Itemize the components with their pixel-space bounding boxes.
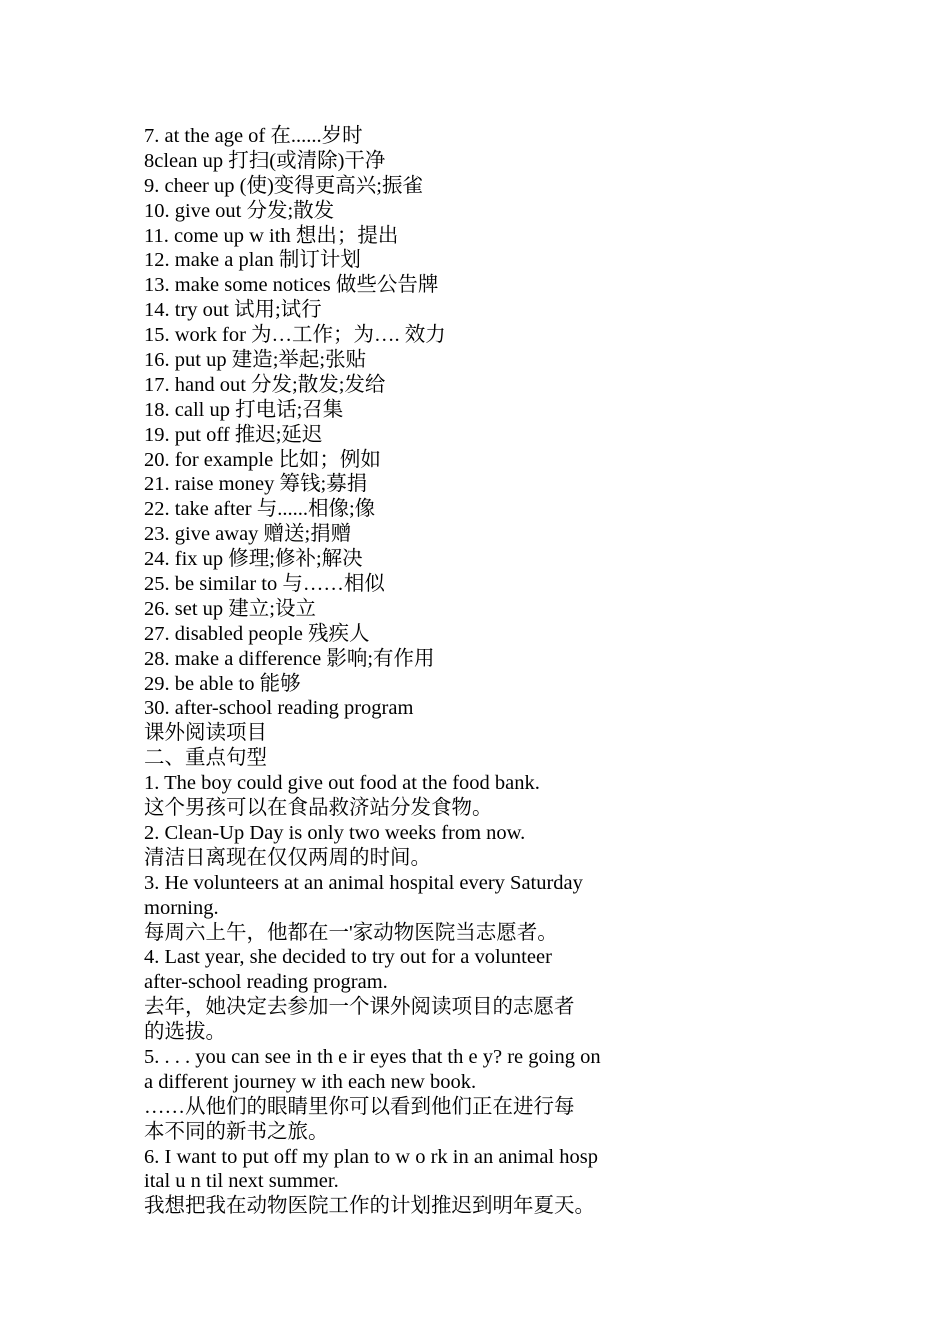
sentence-line: 2. Clean-Up Day is only two weeks from now. <box>144 821 526 844</box>
phrase-item: 23. give away 赠送;捐赠 <box>144 523 352 546</box>
phrase-item: 16. put up 建造;举起;张贴 <box>144 349 367 372</box>
phrase-item: 27. disabled people 残疾人 <box>144 622 370 645</box>
sentence-line: ital u n til next summer. <box>144 1170 339 1193</box>
phrase-item: 9. cheer up (使)变得更高兴;振雀 <box>144 174 423 197</box>
phrase-item: 12. make a plan 制订计划 <box>144 249 361 272</box>
phrase-list <box>144 124 664 746</box>
sentence-line: 的选拔。 <box>144 1021 226 1044</box>
sentence-line: 5. . . . you can see in th e ir eyes that th e y? re going on <box>144 1045 601 1068</box>
sentence-line: 本不同的新书之旅。 <box>144 1120 329 1143</box>
phrase-item: 15. work for 为…工作；为…. 效力 <box>144 324 446 347</box>
sentence-line: after-school reading program. <box>144 971 388 994</box>
phrase-item: 20. for example 比如；例如 <box>144 448 381 471</box>
phrase-item: 30. after-school reading program <box>144 697 414 720</box>
phrase-item: 13. make some notices 做些公告牌 <box>144 274 439 297</box>
phrase-item: 课外阅读项目 <box>144 722 267 745</box>
phrase-item: 25. be similar to 与……相似 <box>144 573 385 596</box>
sentence-line: 去年，她决定去参加一个课外阅读项目的志愿者 <box>144 996 575 1019</box>
phrase-item: 8clean up 打扫(或清除)干净 <box>144 149 386 172</box>
sentence-line: 我想把我在动物医院工作的计划推迟到明年夏天。 <box>144 1195 595 1218</box>
sentence-line: 6. I want to put off my plan to w o rk in an animal hosp <box>144 1145 598 1168</box>
phrase-item: 17. hand out 分发;散发;发给 <box>144 373 386 396</box>
phrase-item: 19. put off 推迟;延迟 <box>144 423 323 446</box>
document-body <box>144 124 664 1219</box>
sentence-line: morning. <box>144 896 219 919</box>
phrase-item: 22. take after 与......相像;像 <box>144 498 376 521</box>
phrase-item: 21. raise money 筹钱;募捐 <box>144 473 368 496</box>
phrase-item: 18. call up 打电话;召集 <box>144 398 344 421</box>
sentence-line: 3. He volunteers at an animal hospital every Saturday <box>144 871 583 894</box>
phrase-item: 28. make a difference 影响;有作用 <box>144 647 435 670</box>
phrase-item: 24. fix up 修理;修补;解决 <box>144 548 363 571</box>
phrase-item: 7. at the age of 在......岁时 <box>144 125 363 147</box>
sentence-line: 每周六上午，他都在一'家动物医院当志愿者。 <box>144 921 558 944</box>
sentence-line: a different journey w ith each new book. <box>144 1070 477 1093</box>
section-title: 二、重点句型 <box>144 747 267 770</box>
sentence-line: 4. Last year, she decided to try out for a volunteer <box>144 946 552 969</box>
phrase-item: 29. be able to 能够 <box>144 672 301 695</box>
sentence-line: 1. The boy could give out food at the food bank. <box>144 772 540 795</box>
phrase-item: 14. try out 试用;试行 <box>144 299 322 322</box>
sentence-line: 清洁日离现在仅仅两周的时间。 <box>144 846 431 869</box>
phrase-item: 10. give out 分发;散发 <box>144 199 335 222</box>
sentence-list <box>144 771 664 1219</box>
sentence-line: 这个男孩可以在食品救济站分发食物。 <box>144 797 493 820</box>
sentence-line: ……从他们的眼睛里你可以看到他们正在进行每 <box>144 1095 575 1118</box>
phrase-item: 26. set up 建立;设立 <box>144 597 316 620</box>
phrase-item: 11. come up w ith 想出；提出 <box>144 224 399 247</box>
